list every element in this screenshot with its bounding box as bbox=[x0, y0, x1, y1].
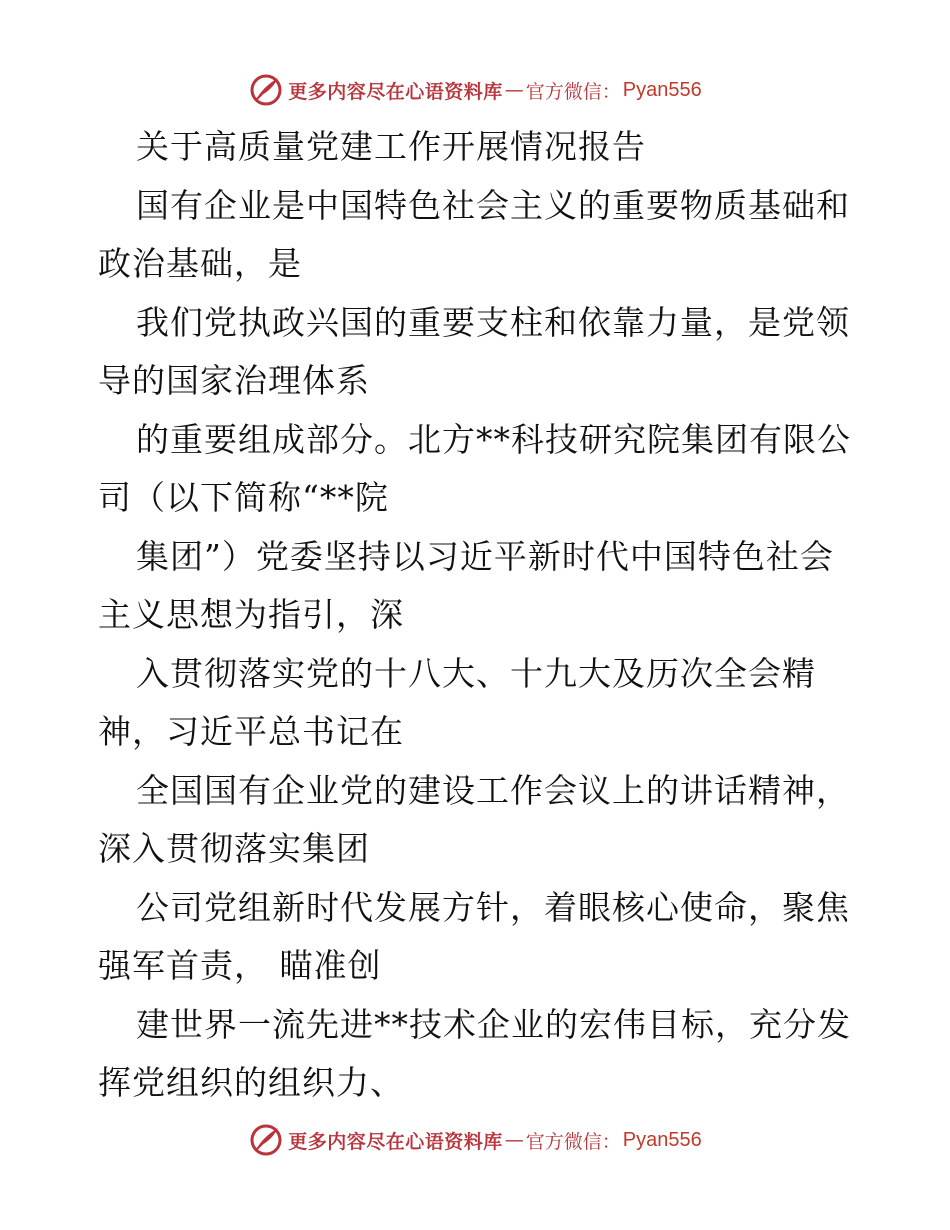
paragraph-line: 公司党组新时代发展方针，着眼核心使命，聚焦 bbox=[136, 887, 850, 927]
paragraph-line: 导的国家治理体系 bbox=[98, 361, 370, 400]
watermark-banner-bottom bbox=[0, 1120, 950, 1160]
quill-logo-icon bbox=[248, 1122, 284, 1158]
banner-text: 更多内容尽在心语资料库 bbox=[288, 1130, 503, 1153]
paragraph-line: 全国国有企业党的建设工作会议上的讲话精神， bbox=[136, 770, 850, 810]
paragraph-line: 建世界一流先进**技术企业的宏伟目标，充分发 bbox=[136, 1004, 851, 1044]
banner-text: 更多内容尽在心语资料库 bbox=[288, 80, 503, 103]
paragraph-line: 入贯彻落实党的十八大、十九大及历次全会精 bbox=[136, 653, 816, 693]
paragraph-line: 我们党执政兴国的重要支柱和依靠力量，是党领 bbox=[136, 302, 850, 342]
banner-wechat-id: Pyan556 bbox=[622, 78, 702, 101]
paragraph-line: 主义思想为指引，深 bbox=[98, 595, 404, 634]
quill-logo-icon bbox=[248, 72, 284, 108]
paragraph-line: 司（以下简称“**院 bbox=[98, 478, 389, 517]
paragraph-line: 集团”）党委坚持以习近平新时代中国特色社会 bbox=[136, 536, 834, 576]
banner-wechat-label: 官方微信： bbox=[525, 80, 621, 103]
paragraph-line: 强军首责， 瞄准创 bbox=[98, 946, 382, 985]
paragraph-line: 挥党组织的组织力、 bbox=[98, 1063, 404, 1102]
banner-dash: — bbox=[504, 1129, 524, 1151]
paragraph-line: 神，习近平总书记在 bbox=[98, 712, 404, 751]
paragraph-line: 深入贯彻落实集团 bbox=[98, 829, 370, 868]
document-body bbox=[98, 118, 858, 1113]
document-title: 关于高质量党建工作开展情况报告 bbox=[136, 127, 646, 166]
paragraph-line: 的重要组成部分。北方**科技研究院集团有限公 bbox=[136, 419, 851, 459]
banner-dash: — bbox=[504, 79, 524, 101]
paragraph-line: 国有企业是中国特色社会主义的重要物质基础和 bbox=[136, 185, 850, 225]
paragraph-line: 政治基础，是 bbox=[98, 244, 302, 283]
banner-wechat-label: 官方微信： bbox=[525, 1130, 621, 1153]
watermark-banner-top bbox=[0, 70, 950, 110]
banner-wechat-id: Pyan556 bbox=[622, 1128, 702, 1151]
